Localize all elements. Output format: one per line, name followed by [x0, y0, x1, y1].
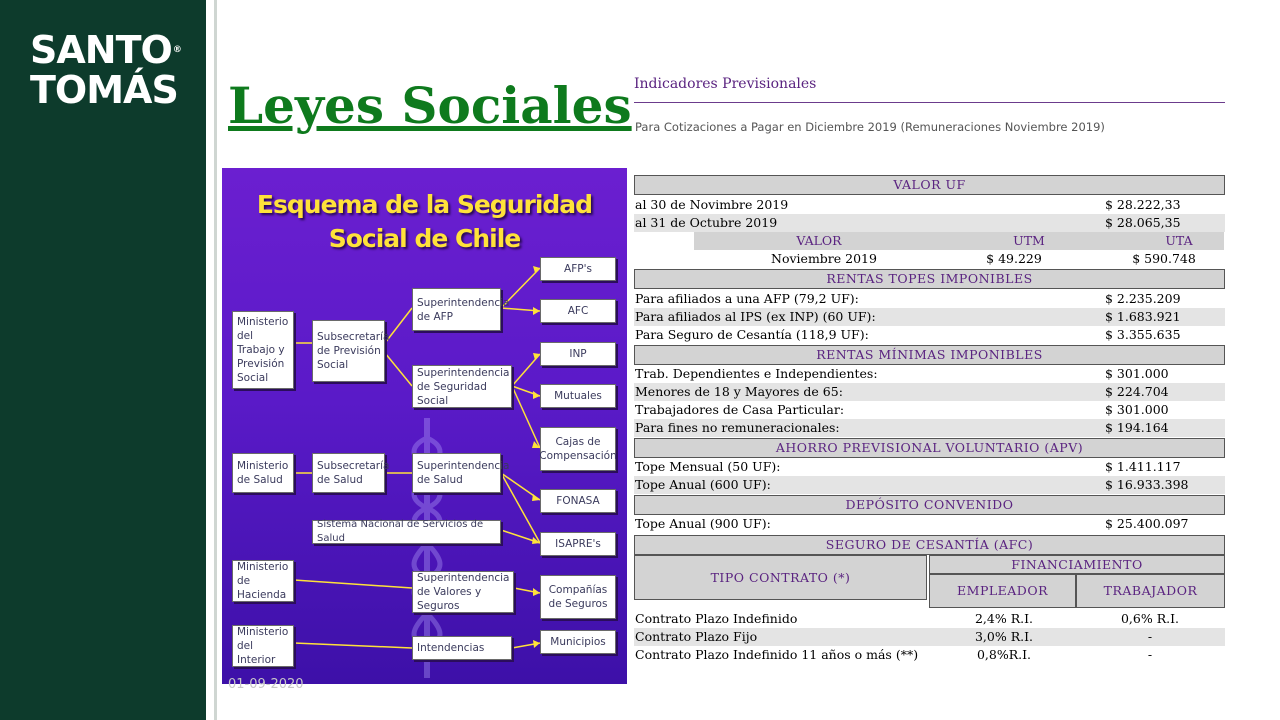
row-label: Contrato Plazo Indefinido 11 años o más (**)	[635, 647, 919, 662]
row-label: Para Seguro de Cesantía (118,9 UF):	[635, 327, 869, 342]
row-label: Tope Anual (900 UF):	[635, 516, 771, 531]
box-super-valores: Superintendencia de Valores y Seguros	[412, 571, 514, 613]
diagram-title-line-2: Social de Chile	[328, 224, 521, 253]
row-label: Trab. Dependientes e Independientes:	[635, 366, 878, 381]
row-empleador: 3,0% R.I.	[974, 629, 1034, 644]
section-header-rentas-topes: RENTAS TOPES IMPONIBLES	[634, 269, 1225, 289]
row-value: $ 301.000	[1105, 366, 1169, 381]
table-row	[634, 646, 1225, 664]
header-valor: VALOR	[796, 233, 842, 248]
row-trabajador: -	[1147, 629, 1153, 644]
row-label: Para fines no remuneracionales:	[635, 420, 840, 435]
section-header-deposito: DEPÓSITO CONVENIDO	[634, 495, 1225, 515]
row-label: al 30 de Novimbre 2019	[635, 197, 789, 212]
seguridad-social-diagram	[222, 168, 627, 684]
table-row	[634, 419, 1225, 437]
box-companias-seguros: Compañías de Seguros	[540, 575, 616, 619]
row-empleador: 2,4% R.I.	[974, 611, 1034, 626]
box-ministerio-salud: Ministerio de Salud	[232, 453, 294, 493]
utm-value: $ 49.229	[986, 251, 1042, 266]
row-label: Contrato Plazo Fijo	[635, 629, 758, 644]
box-intendencias: Intendencias	[412, 636, 512, 660]
header-trabajador: TRABAJADOR	[1076, 574, 1225, 608]
indicators-subtitle: Para Cotizaciones a Pagar en Diciembre 2019 (Remuneraciones Noviembre 2019)	[635, 120, 1105, 134]
box-super-seguridad-social: Superintendencia de Seguridad Social	[412, 365, 512, 408]
row-value: $ 25.400.097	[1105, 516, 1189, 531]
row-value: $ 194.164	[1105, 420, 1169, 435]
table-row	[634, 401, 1225, 419]
section-header-apv: AHORRO PREVISIONAL VOLUNTARIO (APV)	[634, 438, 1225, 458]
box-subsecretaria-prevision: Subsecretaría de Previsión Social	[312, 320, 385, 382]
santo-tomas-logo	[30, 30, 180, 110]
row-label: Tope Mensual (50 UF):	[635, 459, 781, 474]
header-utm: UTM	[1013, 233, 1045, 248]
diagram-title-line-1: Esquema de la Seguridad	[256, 190, 593, 219]
table-row	[634, 290, 1225, 308]
box-afc: AFC	[540, 299, 616, 323]
table-row	[634, 628, 1225, 646]
indicators-title: Indicadores Previsionales	[634, 76, 817, 92]
box-ministerio-hacienda: Ministerio de Hacienda	[232, 560, 294, 602]
row-label: Tope Anual (600 UF):	[635, 477, 771, 492]
box-fonasa: FONASA	[540, 489, 616, 513]
section-header-rentas-minimas: RENTAS MÍNIMAS IMPONIBLES	[634, 345, 1225, 365]
box-super-salud: Superintendencia de Salud	[412, 453, 501, 493]
row-value: $ 2.235.209	[1105, 291, 1181, 306]
utm-uta-header	[694, 232, 1224, 250]
page-title: Leyes Sociales	[228, 76, 632, 135]
row-empleador: 0,8%R.I.	[976, 647, 1032, 662]
row-value: $ 1.411.117	[1105, 459, 1181, 474]
uta-value: $ 590.748	[1132, 251, 1196, 266]
header-financiamiento: FINANCIAMIENTO	[929, 555, 1225, 574]
row-value: $ 3.355.635	[1105, 327, 1181, 342]
section-header-afc: SEGURO DE CESANTÍA (AFC)	[634, 535, 1225, 555]
box-cajas-compensacion: Cajas de Compensación	[540, 427, 616, 471]
table-row	[634, 515, 1225, 533]
table-row	[634, 458, 1225, 476]
indicators-divider	[634, 102, 1225, 103]
box-municipios: Municipios	[540, 630, 616, 654]
brand-sidebar	[0, 0, 206, 720]
header-empleador: EMPLEADOR	[929, 574, 1076, 608]
table-row	[634, 326, 1225, 344]
row-label: Para afiliados al IPS (ex INP) (60 UF):	[635, 309, 876, 324]
box-afps: AFP's	[540, 257, 616, 281]
box-inp: INP	[540, 342, 616, 366]
logo-line-1: SANTO®	[30, 28, 181, 72]
box-sistema-nacional: Sistema Nacional de Servicios de Salud	[312, 520, 501, 544]
row-label: Menores de 18 y Mayores de 65:	[635, 384, 843, 399]
table-row	[634, 476, 1225, 494]
row-value: $ 224.704	[1105, 384, 1169, 399]
table-row	[634, 196, 1225, 214]
registered-mark: ®	[172, 45, 181, 55]
box-ministerio-interior: Ministerio del Interior	[232, 625, 294, 667]
table-row	[634, 365, 1225, 383]
row-value: $ 28.222,33	[1105, 197, 1181, 212]
row-label: Para afiliados a una AFP (79,2 UF):	[635, 291, 859, 306]
box-super-afp: Superintendencia de AFP	[412, 288, 501, 331]
row-label: al 31 de Octubre 2019	[635, 215, 778, 230]
box-isapres: ISAPRE's	[540, 532, 616, 556]
table-row	[634, 214, 1225, 232]
box-subsecretaria-salud: Subsecretaría de Salud	[312, 453, 385, 493]
row-label: Trabajadores de Casa Particular:	[635, 402, 845, 417]
row-value: $ 16.933.398	[1105, 477, 1189, 492]
slide-date: 01-09-2020	[228, 677, 304, 692]
row-label: Contrato Plazo Indefinido	[635, 611, 798, 626]
table-row	[634, 308, 1225, 326]
table-row	[634, 610, 1225, 628]
row-value: $ 1.683.921	[1105, 309, 1181, 324]
table-row	[634, 383, 1225, 401]
table-row	[634, 250, 1225, 268]
row-value: $ 301.000	[1105, 402, 1169, 417]
logo-line-2: TOMÁS	[30, 68, 178, 112]
box-mutuales: Mutuales	[540, 384, 616, 408]
row-trabajador: -	[1147, 647, 1153, 662]
section-header-valor-uf: VALOR UF	[634, 175, 1225, 195]
box-ministerio-trabajo: Ministerio del Trabajo y Previsión Social	[232, 311, 294, 389]
header-uta: UTA	[1165, 233, 1193, 248]
row-value: $ 28.065,35	[1105, 215, 1181, 230]
header-tipo-contrato: TIPO CONTRATO (*)	[634, 555, 927, 600]
sidebar-divider	[214, 0, 217, 720]
row-trabajador: 0,6% R.I.	[1120, 611, 1180, 626]
utm-period: Noviembre 2019	[771, 251, 877, 266]
